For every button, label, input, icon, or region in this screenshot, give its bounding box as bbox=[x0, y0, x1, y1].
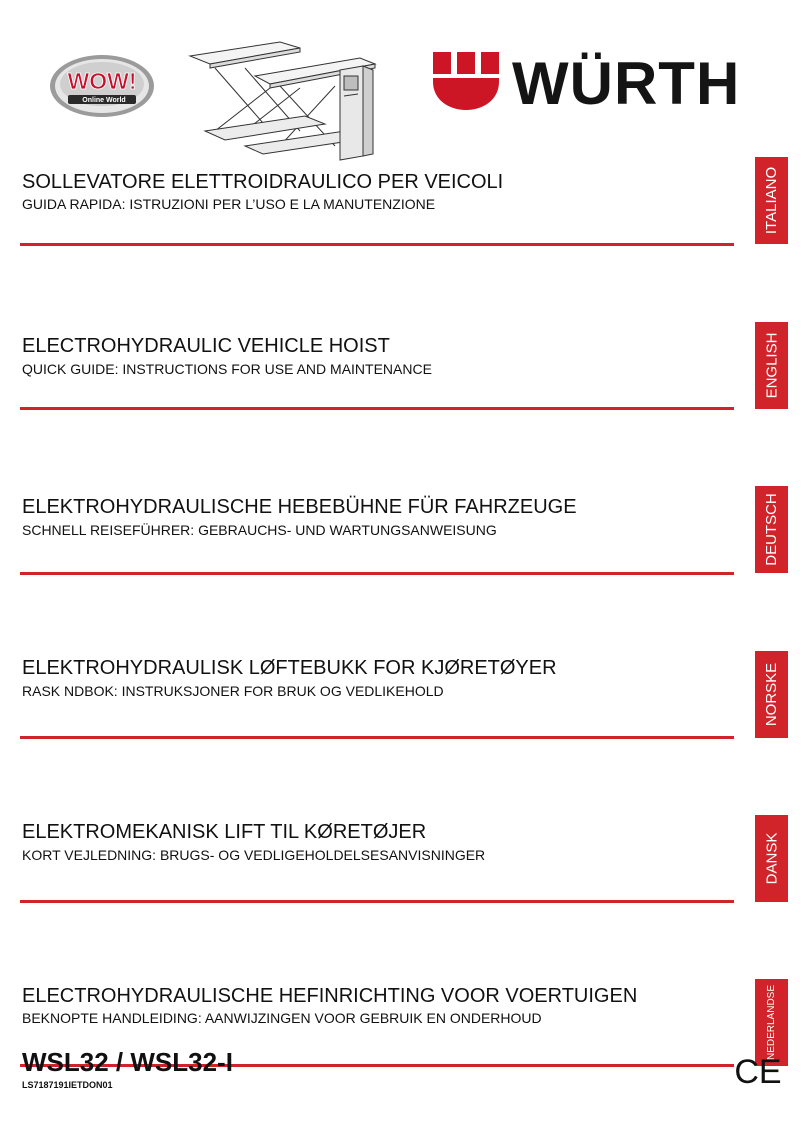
section-subtitle-dansk: KORT VEJLEDNING: BRUGS- OG VEDLIGEHOLDELSESANVISNINGER bbox=[22, 847, 486, 863]
language-tab-italiano[interactable] bbox=[755, 157, 788, 244]
wurth-logo-emblem bbox=[433, 52, 499, 110]
section-subtitle-nederlandse: BEKNOPTE HANDLEIDING: AANWIJZINGEN VOOR GEBRUIK EN ONDERHOUD bbox=[22, 1010, 542, 1026]
language-tab-label: NORSKE bbox=[763, 662, 781, 727]
section-divider bbox=[20, 407, 734, 410]
wow-logo bbox=[48, 52, 156, 120]
language-tab-norske[interactable] bbox=[755, 651, 788, 738]
section-divider bbox=[20, 572, 734, 575]
model-number: WSL32 / WSL32-I bbox=[22, 1047, 233, 1077]
hoist-illustration bbox=[185, 36, 380, 166]
language-tab-deutsch[interactable] bbox=[755, 486, 788, 573]
language-tab-label: ITALIANO bbox=[763, 166, 780, 235]
ce-mark-text: CE bbox=[734, 1053, 782, 1087]
language-tab-dansk[interactable] bbox=[755, 815, 788, 902]
section-title-english: ELECTROHYDRAULIC VEHICLE HOIST bbox=[22, 335, 390, 357]
section-subtitle-english: QUICK GUIDE: INSTRUCTIONS FOR USE AND MAINTENANCE bbox=[22, 361, 432, 377]
section-divider bbox=[20, 736, 734, 739]
language-tab-label: DANSK bbox=[763, 832, 780, 885]
language-tab-label: ENGLISH bbox=[763, 332, 781, 399]
wurth-logo-text: WÜRTH bbox=[512, 50, 741, 117]
document-code: LS7187191IETDON01 bbox=[22, 1080, 113, 1090]
section-divider bbox=[20, 900, 734, 903]
ce-mark-icon bbox=[733, 1053, 783, 1087]
section-title-italiano: SOLLEVATORE ELETTROIDRAULICO PER VEICOLI bbox=[22, 171, 504, 193]
section-subtitle-italiano: GUIDA RAPIDA: ISTRUZIONI PER L’USO E LA MANUTENZIONE bbox=[22, 196, 436, 212]
section-subtitle-norske: RASK NDBOK: INSTRUKSJONER FOR BRUK OG VEDLIKEHOLD bbox=[22, 683, 444, 699]
language-tab-label: NEDERLANDSE bbox=[766, 984, 777, 1061]
section-title-deutsch: ELEKTROHYDRAULISCHE HEBEBÜHNE FÜR FAHRZEUGE bbox=[22, 496, 577, 518]
language-tab-english[interactable] bbox=[755, 322, 788, 409]
section-title-nederlandse: ELECTROHYDRAULISCHE HEFINRICHTING VOOR VOERTUIGEN bbox=[22, 985, 638, 1007]
section-title-norske: ELEKTROHYDRAULISK LØFTEBUKK FOR KJØRETØYER bbox=[22, 657, 557, 679]
wow-logo-subtitle: Online World bbox=[82, 97, 126, 104]
wow-logo-text: WOW! bbox=[67, 68, 137, 94]
section-title-dansk: ELEKTROMEKANISK LIFT TIL KØRETØJER bbox=[22, 821, 427, 843]
section-divider bbox=[20, 243, 734, 246]
language-tab-label: DEUTSCH bbox=[763, 493, 781, 566]
section-subtitle-deutsch: SCHNELL REISEFÜHRER: GEBRAUCHS- UND WARTUNGSANWEISUNG bbox=[22, 522, 497, 538]
